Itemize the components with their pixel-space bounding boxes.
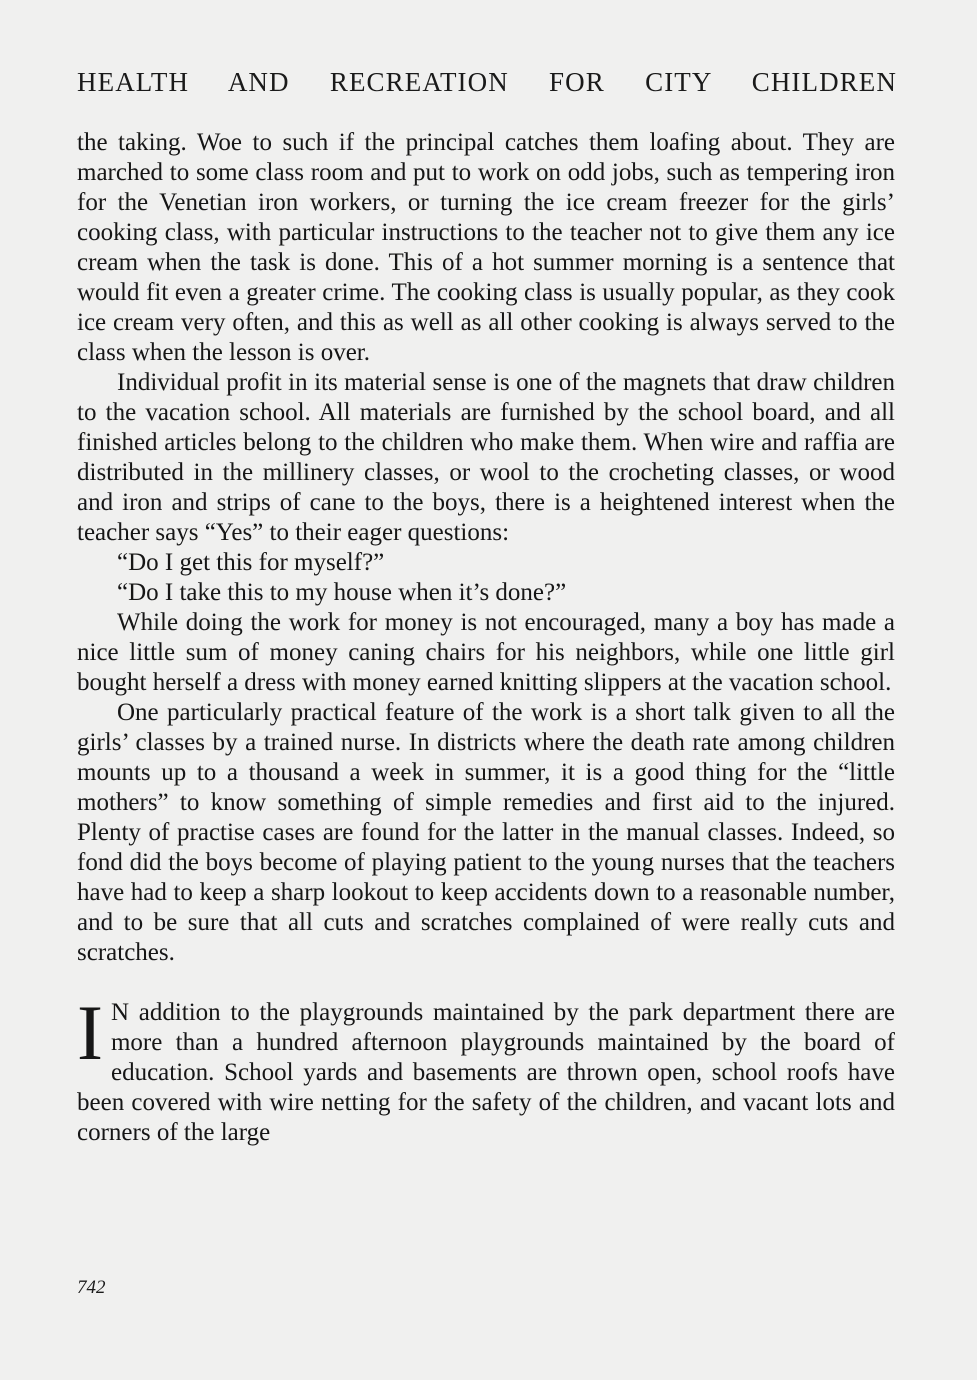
body-text (77, 128, 895, 1148)
paragraph-continuation: the taking. Woe to such if the principal catches them loafing about. They are marched to some class room and put to work on odd jobs, such as tempering iron for the Venetian iron workers, or turning the ice cream freezer for the girls’ cooking class, with particular instructions to the teacher not to give them any ice cream when the task is done. This of a hot summer morning is a sentence that would fit even a greater crime. The cooking class is usually popular, as they cook ice cream very often, and this as well as all other cooking is always served to the class when the lesson is over. (77, 129, 895, 366)
paragraph-individual-profit: Individual profit in its material sense is one of the magnets that draw children to the vacation school. All materials are furnished by the school board, and all finished articles belong to the children who make them. When wire and raffia are distributed in the millinery classes, or wool to the crocheting classes, or wood and iron and strips of cane to the boys, there is a heightened interest when the teacher says “Yes” to their eager questions: (77, 369, 895, 546)
running-title: HEALTH AND RECREATION FOR CITY CHILDREN (77, 67, 897, 97)
drop-cap: I (77, 989, 103, 1076)
paragraph-playgrounds: N addition to the playgrounds maintained by the park department there are more than a hundred afternoon playgrounds maintained by the board of education. School yards and basements are thrown open, school roofs have been covered with wire netting for the safety of the children, and vacant lots and corners of the large (77, 999, 895, 1146)
paragraph-trained-nurse: One particularly practical feature of the work is a short talk given to all the girls’ classes by a trained nurse. In districts where the death rate among children mounts up to a thousand a week in summer, it is a good thing for the “little mothers” to know something of simple remedies and first aid to the injured. Plenty of practise cases are found for the latter in the manual classes. Indeed, so fond did the boys become of playing patient to the young nurses that the teachers have had to keep a sharp lookout to keep accidents down to a reasonable number, and to be sure that all cuts and scratches complained of were really cuts and scratches. (77, 699, 895, 966)
page-number: 742 (77, 1277, 106, 1298)
quote-line-myself: “Do I get this for myself?” (117, 549, 385, 576)
paragraph-work-for-money: While doing the work for money is not encouraged, many a boy has made a nice little sum of money caning chairs for his neighbors, while one little girl bought herself a dress with money earned knitting slippers at the vacation school. (77, 609, 895, 696)
section-playgrounds (77, 989, 895, 1148)
quote-line-house: “Do I take this to my house when it’s done?” (117, 579, 567, 606)
